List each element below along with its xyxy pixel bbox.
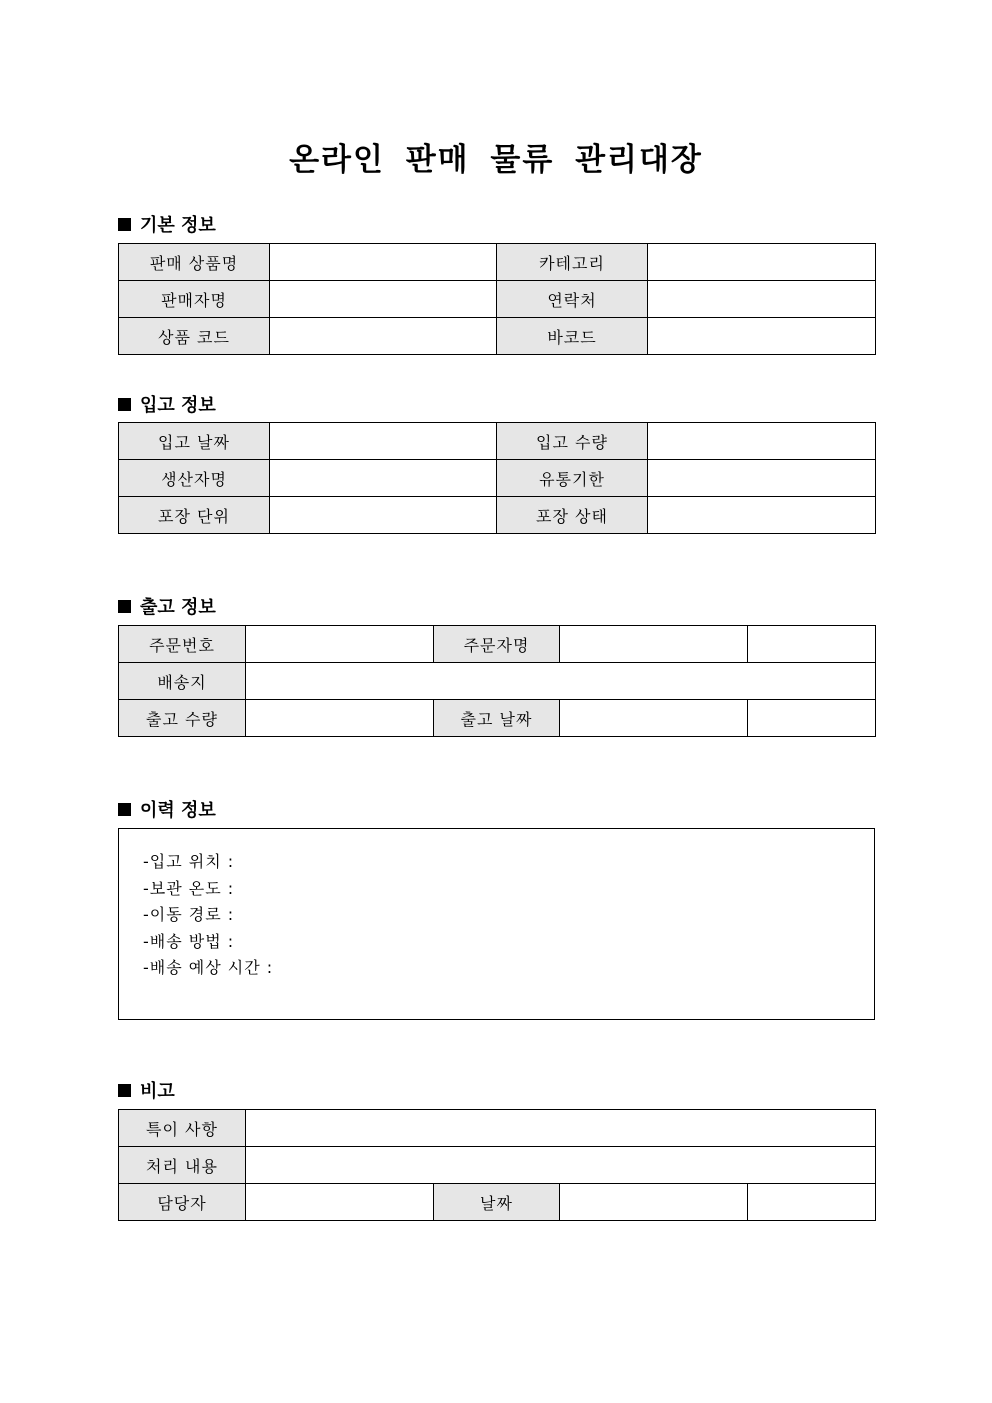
square-bullet-icon [118, 600, 131, 613]
seller-name-field[interactable] [270, 281, 497, 318]
inbound-qty-field[interactable] [648, 423, 876, 460]
table-row [119, 700, 876, 737]
inbound-date-label: 입고 날짜 [119, 423, 270, 460]
table-row [119, 318, 876, 355]
producer-label: 생산자명 [119, 460, 270, 497]
order-number-label: 주문번호 [119, 626, 246, 663]
table-row [119, 663, 876, 700]
product-name-label: 판매 상품명 [119, 244, 270, 281]
manager-field[interactable] [246, 1184, 434, 1221]
category-label: 카테고리 [497, 244, 648, 281]
table-row [119, 1147, 876, 1184]
expiry-label: 유통기한 [497, 460, 648, 497]
history-list [119, 829, 874, 982]
product-name-field[interactable] [270, 244, 497, 281]
shipping-address-field[interactable] [246, 663, 876, 700]
table-row [119, 626, 876, 663]
table-row [119, 1184, 876, 1221]
section-heading-basic [118, 211, 216, 237]
seller-name-label: 판매자명 [119, 281, 270, 318]
shipping-address-label: 배송지 [119, 663, 246, 700]
barcode-label: 바코드 [497, 318, 648, 355]
table-row [119, 281, 876, 318]
history-line-temperature: -보관 온도 : [143, 878, 235, 898]
extra-field[interactable] [748, 1184, 876, 1221]
history-line-location: -입고 위치 : [143, 852, 235, 871]
special-notes-label: 특이 사항 [119, 1110, 246, 1147]
product-code-field[interactable] [270, 318, 497, 355]
date-field[interactable] [560, 1184, 748, 1221]
history-line-route: -이동 경로 : [143, 905, 235, 924]
square-bullet-icon [118, 1084, 131, 1097]
square-bullet-icon [118, 803, 131, 816]
package-unit-field[interactable] [270, 497, 497, 534]
package-state-field[interactable] [648, 497, 876, 534]
basic-info-table [118, 243, 876, 355]
inbound-qty-label: 입고 수량 [497, 423, 648, 460]
table-row [119, 423, 876, 460]
order-number-field[interactable] [246, 626, 434, 663]
contact-label: 연락처 [497, 281, 648, 318]
page-title: 온라인 판매 물류 관리대장 [289, 142, 703, 178]
section-heading-remarks [118, 1077, 175, 1103]
manager-label: 담당자 [119, 1184, 246, 1221]
section-title: 이력 정보 [140, 800, 216, 821]
special-notes-field[interactable] [246, 1110, 876, 1147]
category-field[interactable] [648, 244, 876, 281]
action-details-field[interactable] [246, 1147, 876, 1184]
inbound-info-table [118, 422, 876, 534]
history-line-method: -배송 방법 : [143, 931, 235, 951]
square-bullet-icon [118, 398, 131, 411]
section-title: 비고 [140, 1081, 175, 1102]
package-unit-label: 포장 단위 [119, 497, 270, 534]
outbound-date-label: 출고 날짜 [434, 700, 560, 737]
action-details-label: 처리 내용 [119, 1147, 246, 1184]
package-state-label: 포장 상태 [497, 497, 648, 534]
contact-field[interactable] [648, 281, 876, 318]
outbound-date-field[interactable] [560, 700, 748, 737]
outbound-qty-label: 출고 수량 [119, 700, 246, 737]
section-heading-outbound [118, 593, 216, 619]
table-row [119, 497, 876, 534]
section-title: 기본 정보 [140, 215, 216, 236]
remarks-table [118, 1109, 876, 1221]
product-code-label: 상품 코드 [119, 318, 270, 355]
table-row [119, 460, 876, 497]
outbound-info-table [118, 625, 876, 737]
inbound-date-field[interactable] [270, 423, 497, 460]
table-row [119, 244, 876, 281]
expiry-field[interactable] [648, 460, 876, 497]
extra-field[interactable] [748, 700, 876, 737]
history-line-eta: -배송 예상 시간 : [143, 958, 274, 977]
barcode-field[interactable] [648, 318, 876, 355]
producer-field[interactable] [270, 460, 497, 497]
table-row [119, 1110, 876, 1147]
extra-field[interactable] [748, 626, 876, 663]
orderer-name-label: 주문자명 [434, 626, 560, 663]
section-heading-inbound [118, 391, 216, 417]
orderer-name-field[interactable] [560, 626, 748, 663]
outbound-qty-field[interactable] [246, 700, 434, 737]
section-title: 입고 정보 [140, 395, 216, 416]
section-heading-history [118, 796, 216, 822]
square-bullet-icon [118, 218, 131, 231]
history-box[interactable] [118, 828, 875, 1020]
section-title: 출고 정보 [140, 597, 216, 618]
date-label: 날짜 [434, 1184, 560, 1221]
